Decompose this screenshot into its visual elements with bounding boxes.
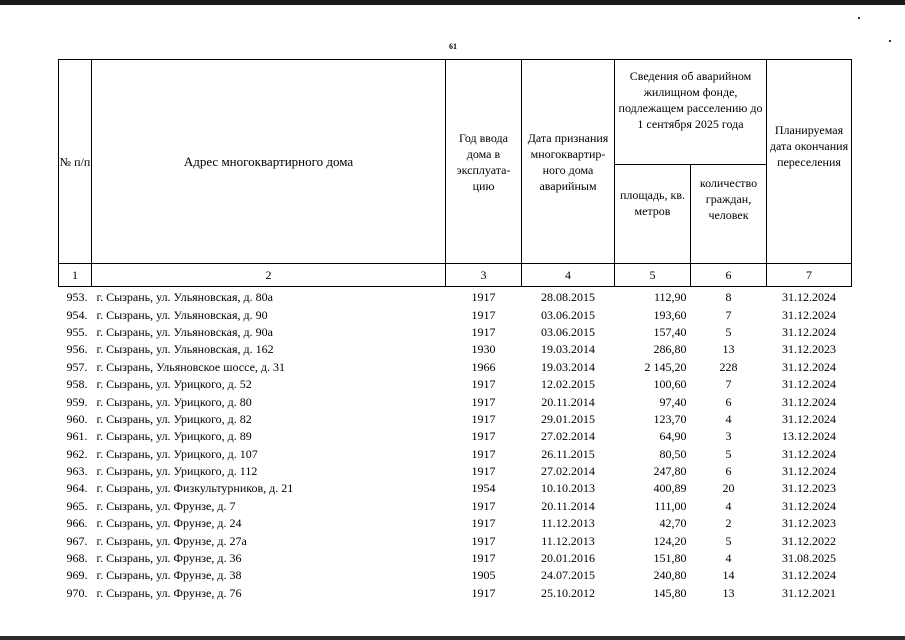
row-recognition-date: 26.11.2015	[541, 446, 595, 461]
row-area: 42,70	[659, 516, 687, 531]
row-area: 145,80	[653, 585, 687, 600]
row-recognition-date: 12.02.2015	[541, 377, 595, 392]
row-area: 111,00	[654, 498, 687, 513]
row-year: 1917	[471, 585, 496, 600]
row-year: 1917	[471, 324, 496, 339]
row-year: 1917	[471, 464, 496, 479]
row-number: 962.	[66, 446, 88, 461]
row-address: г. Сызрань, ул. Фрунзе, д. 38	[96, 568, 242, 583]
row-planned-date: 31.08.2025	[782, 551, 836, 566]
row-recognition-date: 03.06.2015	[541, 307, 595, 322]
row-area: 123,70	[653, 411, 687, 426]
table-row	[59, 567, 852, 584]
row-recognition-date: 27.02.2014	[541, 429, 595, 444]
row-number: 968.	[66, 551, 88, 566]
row-address: г. Сызрань, ул. Ульяновская, д. 162	[96, 342, 274, 357]
row-address: г. Сызрань, ул. Фрунзе, д. 36	[96, 551, 242, 566]
row-recognition-date: 27.02.2014	[541, 464, 595, 479]
column-numbers-row	[59, 264, 852, 287]
row-recognition-date: 29.01.2015	[541, 411, 595, 426]
row-area: 124,20	[653, 533, 687, 548]
row-people: 3	[725, 429, 732, 444]
row-area: 112,90	[653, 290, 687, 305]
row-year: 1917	[471, 446, 496, 461]
row-address: г. Сызрань, ул. Урицкого, д. 82	[96, 411, 252, 426]
row-planned-date: 31.12.2024	[782, 324, 836, 339]
row-people: 5	[725, 446, 732, 461]
row-area: 286,80	[653, 342, 687, 357]
row-year: 1917	[471, 290, 496, 305]
table-row	[59, 359, 852, 376]
row-year: 1917	[471, 533, 496, 548]
row-address: г. Сызрань, ул. Урицкого, д. 89	[96, 429, 252, 444]
column-number: 1	[59, 264, 92, 287]
header-planned-date: Планируемая дата окончания переселения	[767, 60, 852, 264]
row-year: 1917	[471, 429, 496, 444]
table-row	[59, 498, 852, 515]
row-planned-date: 31.12.2024	[782, 568, 836, 583]
row-recognition-date: 24.07.2015	[541, 568, 595, 583]
row-address: г. Сызрань, ул. Фрунзе, д. 7	[96, 498, 236, 513]
table-row	[59, 411, 852, 428]
scan-top-border	[0, 0, 905, 5]
row-area: 151,80	[653, 551, 687, 566]
scan-bottom-border	[0, 636, 905, 640]
row-planned-date: 31.12.2023	[782, 342, 836, 357]
row-area: 100,60	[653, 377, 687, 392]
row-number: 960.	[66, 411, 88, 426]
row-area: 64,90	[659, 429, 687, 444]
row-area: 247,80	[653, 464, 687, 479]
table-row	[59, 306, 852, 323]
row-address: г. Сызрань, ул. Урицкого, д. 112	[96, 464, 258, 479]
row-address: г. Сызрань, ул. Фрунзе, д. 27а	[96, 533, 247, 548]
row-address: г. Сызрань, ул. Урицкого, д. 107	[96, 446, 258, 461]
row-area: 400,89	[653, 481, 687, 496]
row-people: 13	[722, 585, 735, 600]
row-people: 5	[725, 324, 732, 339]
row-address: г. Сызрань, ул. Ульяновская, д. 80а	[96, 290, 273, 305]
row-year: 1917	[471, 551, 496, 566]
row-planned-date: 31.12.2022	[782, 533, 836, 548]
row-people: 4	[725, 411, 732, 426]
row-address: г. Сызрань, ул. Фрунзе, д. 76	[96, 585, 242, 600]
table-row	[59, 532, 852, 549]
row-people: 2	[725, 516, 732, 531]
row-people: 5	[725, 533, 732, 548]
column-number: 6	[691, 264, 767, 287]
row-planned-date: 31.12.2023	[782, 481, 836, 496]
row-recognition-date: 19.03.2014	[541, 359, 595, 374]
table-row	[59, 515, 852, 532]
row-planned-date: 31.12.2024	[782, 411, 836, 426]
row-number: 967.	[66, 533, 88, 548]
column-number: 4	[522, 264, 615, 287]
row-recognition-date: 28.08.2015	[541, 290, 595, 305]
row-number: 963.	[66, 464, 88, 479]
table-row	[59, 376, 852, 393]
row-address: г. Сызрань, ул. Ульяновская, д. 90а	[96, 324, 273, 339]
table-row	[59, 428, 852, 445]
row-recognition-date: 20.11.2014	[541, 498, 595, 513]
row-people: 13	[722, 342, 735, 357]
row-number: 970.	[66, 585, 88, 600]
column-number: 3	[446, 264, 522, 287]
row-planned-date: 31.12.2024	[782, 377, 836, 392]
row-number: 969.	[66, 568, 88, 583]
row-planned-date: 31.12.2024	[782, 307, 836, 322]
row-year: 1954	[471, 481, 496, 496]
row-people: 6	[725, 464, 732, 479]
row-recognition-date: 19.03.2014	[541, 342, 595, 357]
row-people: 228	[719, 359, 738, 374]
row-year: 1966	[471, 359, 496, 374]
row-area: 240,80	[653, 568, 687, 583]
row-number: 961.	[66, 429, 88, 444]
table-row	[59, 463, 852, 480]
row-planned-date: 31.12.2023	[782, 516, 836, 531]
row-number: 964.	[66, 481, 88, 496]
table-row	[59, 287, 852, 307]
row-people: 20	[722, 481, 735, 496]
header-year: Год ввода дома в эксплуата-цию	[446, 60, 522, 264]
table-row	[59, 446, 852, 463]
column-number: 5	[615, 264, 691, 287]
row-year: 1917	[471, 411, 496, 426]
row-number: 956.	[66, 342, 88, 357]
row-planned-date: 31.12.2024	[782, 394, 836, 409]
row-planned-date: 31.12.2021	[782, 585, 836, 600]
row-number: 957.	[66, 359, 88, 374]
page-number: 61	[449, 42, 457, 51]
row-address: г. Сызрань, ул. Фрунзе, д. 24	[96, 516, 242, 531]
row-people: 4	[725, 498, 732, 513]
row-address: г. Сызрань, ул. Физкультурников, д. 21	[96, 481, 294, 496]
header-number: № п/п	[59, 60, 92, 264]
row-address: г. Сызрань, ул. Ульяновская, д. 90	[96, 307, 268, 322]
row-area: 193,60	[653, 307, 687, 322]
row-area: 2 145,20	[644, 359, 687, 374]
row-people: 7	[725, 377, 732, 392]
row-number: 953.	[66, 290, 88, 305]
row-year: 1917	[471, 377, 496, 392]
row-address: г. Сызрань, ул. Урицкого, д. 52	[96, 377, 252, 392]
header-area: площадь, кв. метров	[615, 165, 691, 264]
row-people: 6	[725, 394, 732, 409]
row-planned-date: 31.12.2024	[782, 498, 836, 513]
row-recognition-date: 11.12.2013	[541, 533, 595, 548]
row-people: 7	[725, 307, 732, 322]
table-row	[59, 341, 852, 358]
row-people: 4	[725, 551, 732, 566]
row-number: 959.	[66, 394, 88, 409]
row-area: 80,50	[659, 446, 687, 461]
row-number: 954.	[66, 307, 88, 322]
row-planned-date: 31.12.2024	[782, 290, 836, 305]
row-area: 97,40	[659, 394, 687, 409]
table-row	[59, 585, 852, 602]
row-year: 1930	[471, 342, 496, 357]
row-year: 1917	[471, 516, 496, 531]
row-recognition-date: 03.06.2015	[541, 324, 595, 339]
row-year: 1917	[471, 498, 496, 513]
row-address: г. Сызрань, Ульяновское шоссе, д. 31	[96, 359, 286, 374]
row-number: 966.	[66, 516, 88, 531]
row-people: 14	[722, 568, 735, 583]
row-number: 965.	[66, 498, 88, 513]
row-planned-date: 31.12.2024	[782, 446, 836, 461]
table-body	[59, 287, 852, 603]
row-recognition-date: 20.11.2014	[541, 394, 595, 409]
table-row	[59, 480, 852, 497]
row-year: 1917	[471, 394, 496, 409]
row-planned-date: 31.12.2024	[782, 464, 836, 479]
table-row	[59, 550, 852, 567]
row-address: г. Сызрань, ул. Урицкого, д. 80	[96, 394, 252, 409]
row-recognition-date: 10.10.2013	[541, 481, 595, 496]
row-number: 958.	[66, 377, 88, 392]
header-emergency-fund: Сведения об аварийном жилищном фонде, подлежащем расселению до 1 сентября 2025 года	[615, 60, 767, 165]
row-year: 1917	[471, 307, 496, 322]
row-recognition-date: 20.01.2016	[541, 551, 595, 566]
row-planned-date: 13.12.2024	[782, 429, 836, 444]
column-number: 2	[92, 264, 446, 287]
header-people: количество граждан, человек	[691, 165, 767, 264]
row-planned-date: 31.12.2024	[782, 359, 836, 374]
table-row	[59, 393, 852, 410]
row-year: 1905	[471, 568, 496, 583]
table-row	[59, 324, 852, 341]
row-recognition-date: 25.10.2012	[541, 585, 595, 600]
row-recognition-date: 11.12.2013	[541, 516, 595, 531]
row-number: 955.	[66, 324, 88, 339]
scan-speck	[889, 40, 891, 42]
header-address: Адрес многоквартирного дома	[92, 60, 446, 264]
table-header	[59, 60, 852, 287]
row-area: 157,40	[653, 324, 687, 339]
scan-speck	[858, 17, 860, 19]
emergency-housing-table	[58, 59, 852, 602]
column-number: 7	[767, 264, 852, 287]
header-recognition-date: Дата признания многоквартир-ного дома аварийным	[522, 60, 615, 264]
row-people: 8	[725, 290, 732, 305]
